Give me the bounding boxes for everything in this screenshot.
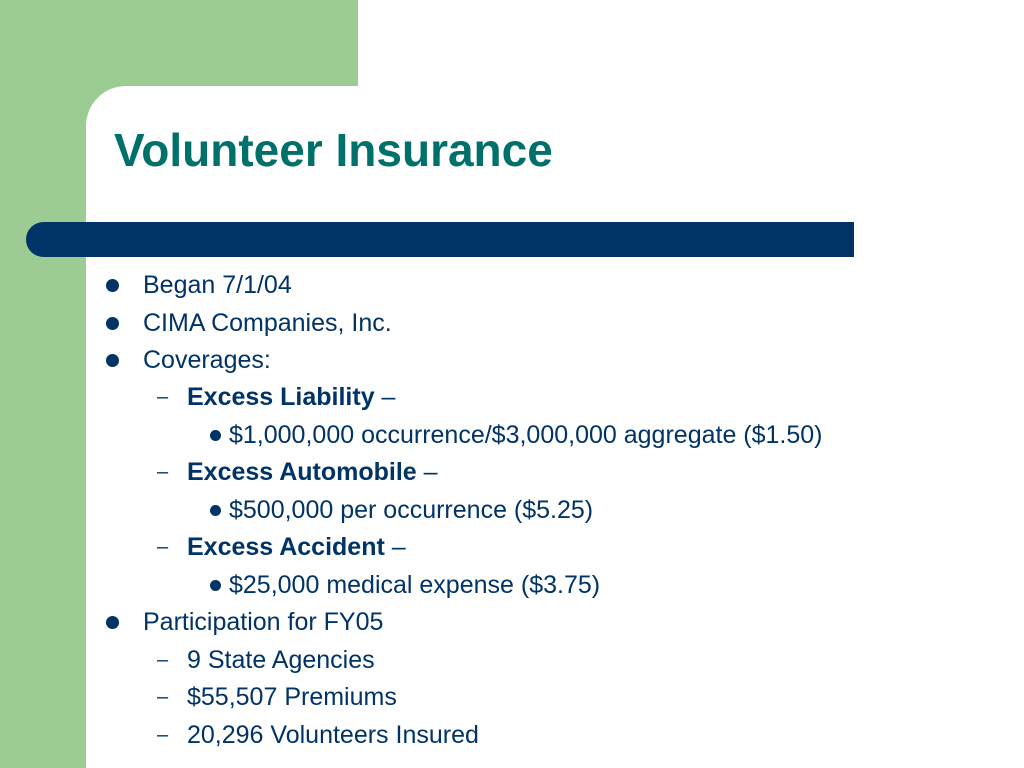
dash-icon: –	[157, 460, 169, 483]
bullet-icon	[106, 317, 119, 330]
bullet-text: CIMA Companies, Inc.	[143, 308, 392, 337]
coverage-detail-liability	[210, 417, 823, 453]
participation-premiums	[157, 679, 397, 715]
bullet-icon	[210, 505, 221, 516]
coverage-detail: $25,000 medical expense ($3.75)	[229, 570, 601, 599]
coverage-name: Excess Automobile	[187, 457, 417, 486]
coverage-detail-automobile	[210, 492, 593, 528]
coverage-excess-automobile	[157, 454, 438, 490]
dash-icon: –	[157, 685, 169, 708]
dash-icon: –	[157, 723, 169, 746]
participation-text: 9 State Agencies	[187, 645, 375, 674]
bullet-text: Coverages:	[143, 345, 271, 374]
coverage-separator: –	[416, 457, 438, 486]
coverage-name: Excess Liability	[187, 382, 375, 411]
bullet-icon	[106, 616, 119, 629]
participation-agencies	[157, 642, 375, 678]
coverage-excess-liability	[157, 379, 395, 415]
coverage-separator: –	[384, 532, 406, 561]
bullet-icon	[210, 430, 221, 441]
bullet-item-began	[106, 267, 292, 303]
coverage-detail-accident	[210, 567, 600, 603]
bullet-item-insurer	[106, 305, 392, 341]
bullet-item-participation	[106, 604, 383, 640]
coverage-detail: $500,000 per occurrence ($5.25)	[229, 495, 594, 524]
coverage-detail: $1,000,000 occurrence/$3,000,000 aggregate ($1.50)	[229, 420, 823, 449]
dash-icon: –	[157, 648, 169, 671]
participation-text: $55,507 Premiums	[187, 682, 397, 711]
bullet-text: Began 7/1/04	[143, 270, 292, 299]
coverage-excess-accident	[157, 529, 406, 565]
bullet-text: Participation for FY05	[143, 607, 384, 636]
title-underline-bar	[26, 222, 854, 257]
coverage-separator: –	[374, 382, 396, 411]
bullet-icon	[210, 580, 221, 591]
dash-icon: –	[157, 385, 169, 408]
bullet-icon	[106, 279, 119, 292]
slide-title: Volunteer Insurance	[114, 124, 553, 176]
participation-text: 20,296 Volunteers Insured	[187, 720, 479, 749]
coverage-name: Excess Accident	[187, 532, 385, 561]
bullet-icon	[106, 354, 119, 367]
participation-volunteers	[157, 717, 479, 753]
bullet-item-coverages	[106, 342, 271, 378]
dash-icon: –	[157, 535, 169, 558]
